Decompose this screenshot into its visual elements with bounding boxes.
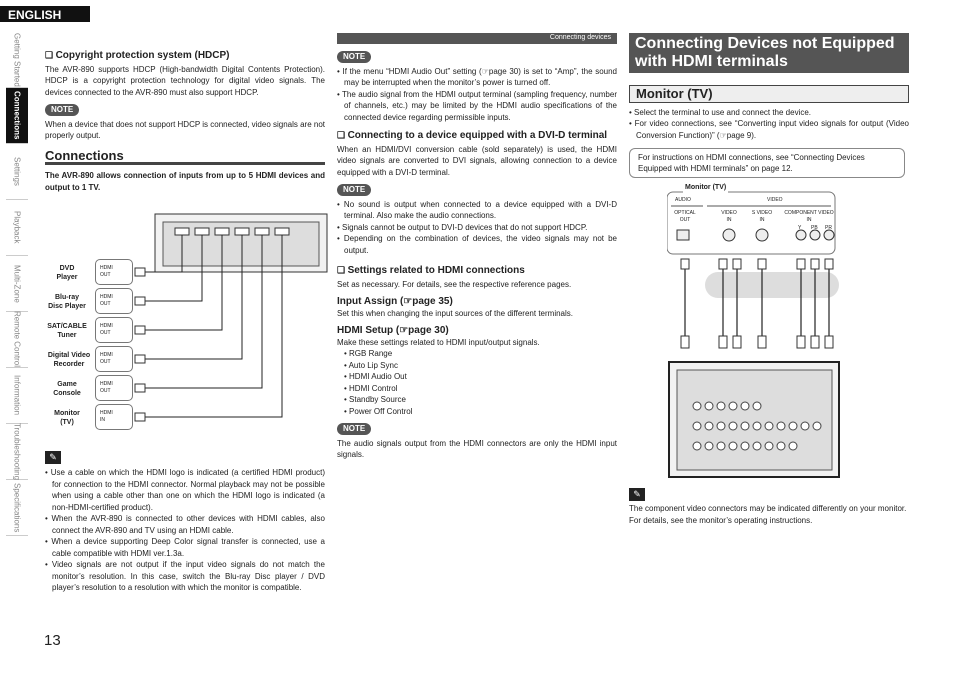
component-tip-text: The component video connectors may be indicated differently on your monitor. For details, see the monitor’s operating instructions. [629, 504, 907, 525]
page-title: Connecting Devices not Equipped with HDMI terminals [629, 33, 909, 73]
list-item: • When the AVR-890 is connected to other devices with HDMI cables, also connect the AVR-890 and TV using an HDMI cable. [45, 513, 325, 536]
list-item: • HDMI Audio Out [337, 371, 617, 383]
port-video-in: VIDEO IN [721, 210, 737, 223]
panel-audio-label: AUDIO [675, 197, 691, 203]
hdmi-setup-list [337, 348, 617, 417]
language-tab: ENGLISH [0, 6, 90, 22]
device-port-sat-cable: HDMI OUT [95, 317, 133, 343]
hdcp-note-text: When a device that does not support HDCP is connected, video signals are not properly output. [45, 119, 326, 140]
device-label-dvr: Digital Video Recorder [47, 352, 91, 368]
dvi-heading: ❑ Connecting to a device equipped with a DVI-D terminal [337, 130, 617, 142]
device-port-dvd: HDMI OUT [95, 259, 133, 285]
column-1 [45, 50, 325, 594]
device-port-game: HDMI OUT [95, 375, 133, 401]
component-label-y: Y [798, 225, 802, 231]
input-assign-text: Set this when changing the input sources of the different terminals. [337, 308, 573, 318]
monitor-subtitle: Monitor (TV) [629, 85, 909, 103]
hdmi-connection-diagram [45, 212, 330, 462]
pencil-icon: ✎ [45, 451, 61, 464]
note2-list [337, 199, 617, 257]
connections-tips-list [45, 467, 325, 594]
hdmi-settings-text: Set as necessary. For details, see the respective reference pages. [337, 279, 572, 289]
list-item: • The audio signal from the HDMI output terminal (sampling frequency, number of channels, etc.) may be limited by the HDMI audio specifications of the connected device regarding permissible inputs. [337, 89, 617, 124]
hdcp-text: The AVR-890 supports HDCP (High-bandwidth Digital Contents Protection). HDCP is a copyright protection technology for digital video signals. The devices connected to the AVR-890 must also support HDCP. [45, 64, 325, 97]
monitor-bullets [629, 107, 909, 142]
device-port-dvr: HDMI OUT [95, 346, 133, 372]
device-port-monitor: HDMI IN [95, 404, 133, 430]
list-item: • When a device supporting Deep Color signal transfer is connected, use a cable compatible with HDMI ver.1.3a. [45, 536, 325, 559]
note3-text: The audio signals output from the HDMI connectors are only the HDMI input signals. [337, 438, 617, 459]
port-s-video-in: S VIDEO IN [751, 210, 773, 223]
hdmi-settings-heading: ❑ Settings related to HDMI connections [337, 265, 617, 277]
column-2 [337, 51, 617, 461]
list-item: • Power Off Control [337, 406, 617, 418]
note-badge: NOTE [337, 184, 371, 196]
hdcp-heading: ❑ Copyright protection system (HDCP) [45, 50, 325, 62]
note1-list [337, 66, 617, 124]
device-label-bluray: Blu-ray Disc Player [48, 294, 86, 310]
connections-lead: The AVR-890 allows connection of inputs from up to 5 HDMI devices and output to 1 TV. [45, 171, 325, 192]
side-nav-getting-started[interactable]: Getting Started [6, 32, 28, 88]
component-label-pr: PR [825, 225, 832, 231]
column-3 [629, 33, 909, 526]
list-item: • Auto Lip Sync [337, 360, 617, 372]
side-nav-specifications[interactable]: Specifications [6, 480, 28, 536]
list-item: • Standby Source [337, 394, 617, 406]
device-label-dvd: DVD Player [56, 265, 78, 281]
port-optical-out: OPTICAL OUT [674, 210, 696, 223]
monitor-connection-diagram [667, 186, 842, 491]
note-badge: NOTE [337, 423, 371, 435]
list-item: • Signals cannot be output to DVI-D devices that do not support HDCP. [337, 222, 617, 234]
dvi-text: When an HDMI/DVI conversion cable (sold separately) is used, the HDMI video signals are converted to DVI signals, allowing connection to a device equipped with a DVI-D terminal. [337, 144, 617, 177]
list-item: • Use a cable on which the HDMI logo is indicated (a certified HDMI product) for connection to the HDMI connector. Normal playback may not be possible when using a cable other than one on which the HDMI logo is indicated (a non-HDMI-certified product). [45, 467, 325, 513]
note-badge: NOTE [45, 104, 79, 116]
side-nav-troubleshooting[interactable]: Troubleshooting [6, 424, 28, 480]
list-item: • HDMI Control [337, 383, 617, 395]
side-nav-multi-zone[interactable]: Multi-Zone [6, 256, 28, 312]
side-nav [6, 32, 28, 536]
input-assign-heading: Input Assign (☞page 35) [337, 296, 453, 307]
list-item: • Video signals are not output if the input video signals do not match the monitor’s resolution. In this case, switch the Blu-ray Disc player / DVD player’s resolution to a resolution with which the monitor is compatible. [45, 559, 325, 594]
device-label-monitor: Monitor (TV) [54, 410, 80, 426]
port-component-in: COMPONENT VIDEO IN [784, 210, 834, 223]
side-nav-settings[interactable]: Settings [6, 144, 28, 200]
list-item: • For video connections, see “Converting input video signals for output (Video Conversion Function)” (☞page 9). [629, 118, 909, 141]
hdmi-reference-box: For instructions on HDMI connections, see “Connecting Devices Equipped with HDMI terminals” on page 12. [629, 148, 905, 178]
monitor-label: Monitor (TV) [683, 182, 728, 194]
side-nav-information[interactable]: Information [6, 368, 28, 424]
note-badge: NOTE [337, 51, 371, 63]
panel-video-label: VIDEO [767, 197, 783, 203]
component-label-pb: PB [811, 225, 818, 231]
section-header-bar: Connecting devices [337, 33, 617, 44]
device-port-bluray: HDMI OUT [95, 288, 133, 314]
list-item: • RGB Range [337, 348, 617, 360]
hdmi-setup-text: Make these settings related to HDMI input/output signals. [337, 337, 540, 347]
list-item: • No sound is output when connected to a device equipped with a DVI-D terminal. Also make the audio connections. [337, 199, 617, 222]
side-nav-remote-control[interactable]: Remote Control [6, 312, 28, 368]
pencil-icon: ✎ [629, 488, 645, 501]
device-label-game: Game Console [53, 381, 81, 397]
list-item: • Select the terminal to use and connect the device. [629, 107, 909, 119]
device-label-sat-cable: SAT/CABLE Tuner [47, 323, 87, 339]
side-nav-connections[interactable]: Connections [6, 88, 28, 144]
hdmi-setup-heading: HDMI Setup (☞page 30) [337, 325, 449, 336]
connections-title: Connections [45, 150, 325, 166]
side-nav-playback[interactable]: Playback [6, 200, 28, 256]
list-item: • If the menu “HDMI Audio Out” setting (☞page 30) is set to “Amp”, the sound may be interrupted when the monitor’s power is turned off. [337, 66, 617, 89]
page-number: 13 [44, 632, 61, 649]
list-item: • Depending on the combination of devices, the video signals may not be output. [337, 233, 617, 256]
